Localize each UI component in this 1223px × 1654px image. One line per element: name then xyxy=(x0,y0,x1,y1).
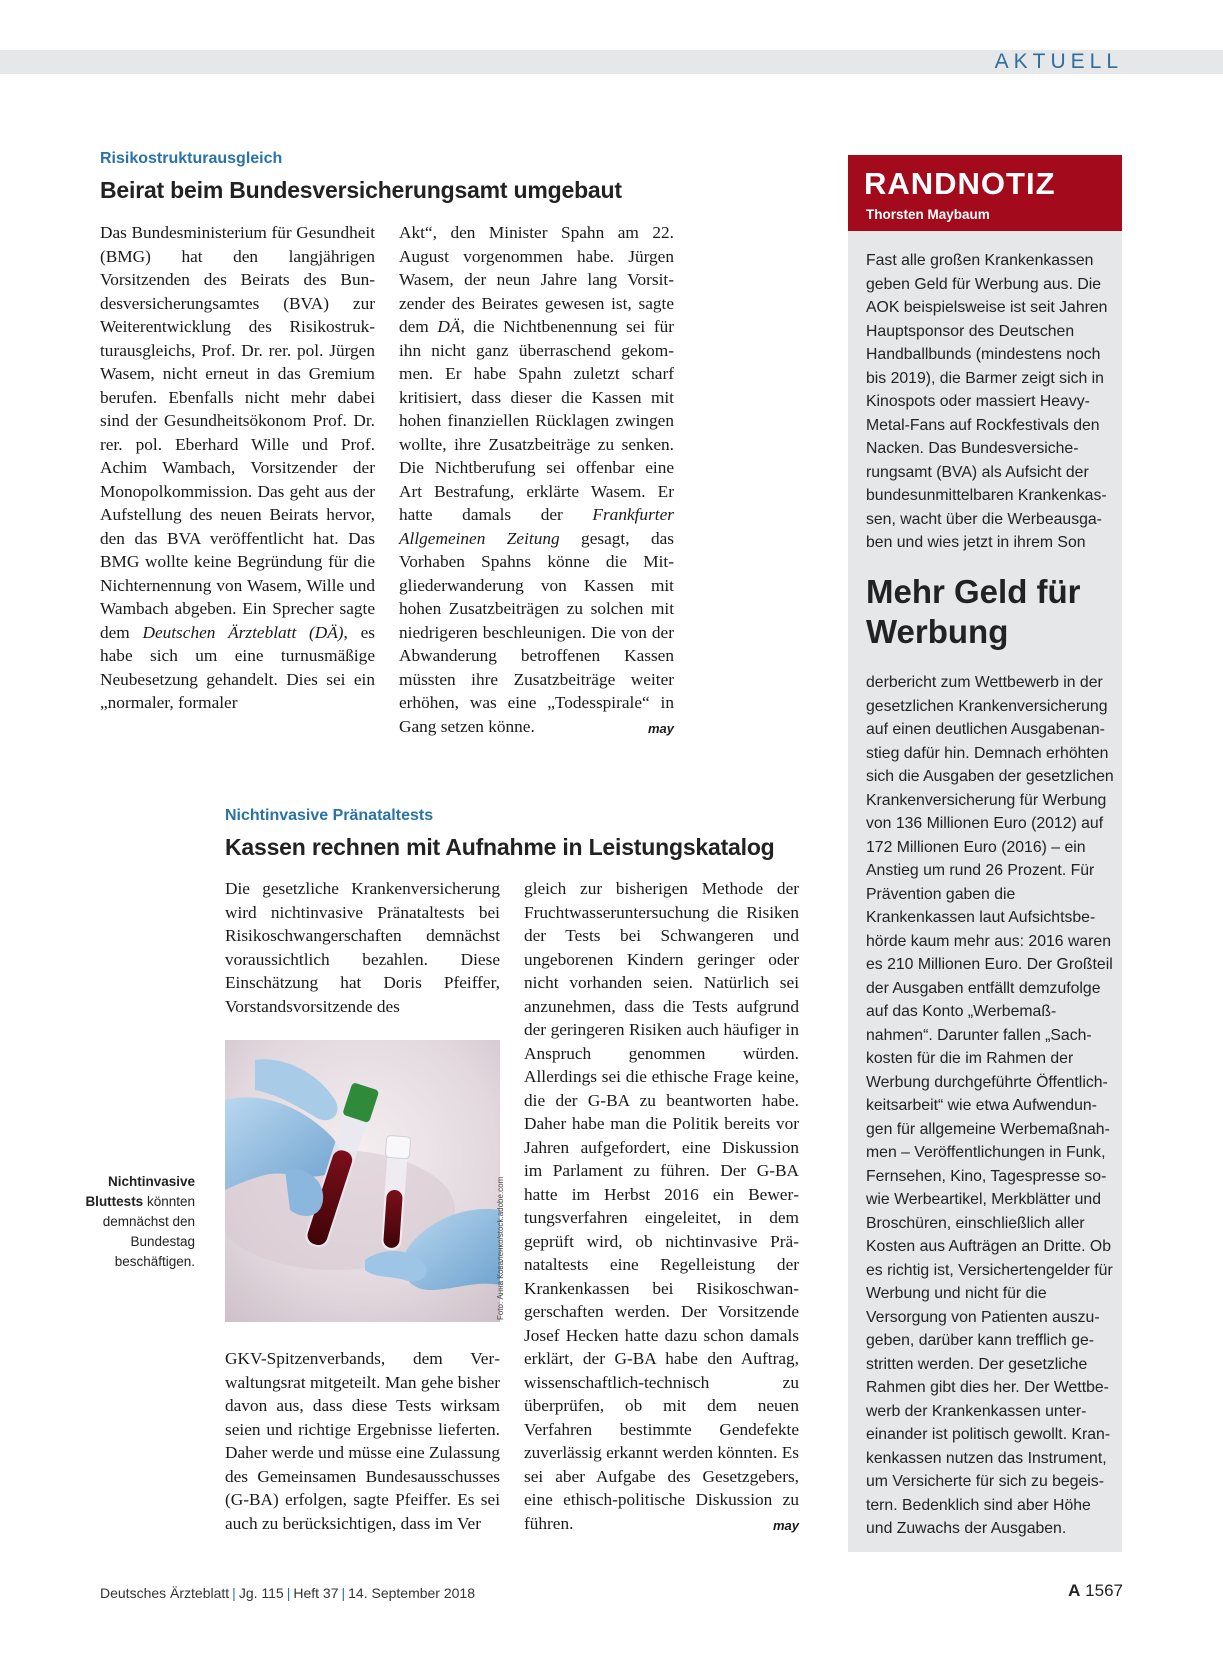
randnotiz-text-top: Fast alle großen Krankenkassen geben Geld für Werbung aus. Die AOK beispielsweise ist seit Jahren Hauptsponsor des Deutschen Handballbunds (mindestens noch bis 2019), die Barmer zeigt sich in Kinospots oder massiert Heavy-Metal-Fans auf Rockfestivals den Nacken. Das Bundesversicherungsamt (BVA) als Aufsicht der bundesunmittelbaren Krankenkassen, wacht über die Werbeausgaben und wies jetzt in ihrem Son xyxy=(866,252,1108,551)
photo-caption-bold: Nichtinvasive Bluttests xyxy=(85,1174,195,1209)
footer-separator: | xyxy=(341,1585,346,1601)
blood-test-photo-illustration xyxy=(225,1040,500,1322)
article1-kicker: Risikostrukturausgleich xyxy=(100,150,283,167)
randnotiz-label: RANDNOTIZ xyxy=(864,166,1056,201)
photo-credit: Foto: Анна Коваленко/stock.adobe.com xyxy=(496,1176,505,1320)
footer-date: 14. September 2018 xyxy=(348,1585,475,1601)
article1-signature: may xyxy=(647,720,674,736)
article2-column-2 xyxy=(524,877,799,1537)
page-number xyxy=(1068,1581,1123,1601)
article1-col1-text-b: , es habe sich um eine turnusmäßige Neubesetzung gehandelt. Dies sei ein „normaler, formaler xyxy=(100,622,375,712)
page-prefix: A xyxy=(1068,1581,1081,1600)
page-number-value: 1567 xyxy=(1085,1581,1123,1600)
footer-volume: Jg. 115 xyxy=(238,1585,284,1601)
article1-headline: Beirat beim Bundesversicherungsamt umgebaut xyxy=(100,177,622,203)
article1-col2-emphasis-1: DÄ xyxy=(437,317,461,336)
footer-journal: Deutsches Ärzteblatt xyxy=(100,1585,230,1601)
article2-col1-top-text: Die gesetzliche Krankenversicherung wird nichtinvasive Pränataltests bei Risikoschwangerschaften demnächst voraussichtlich bezahlen. Diese Einschätzung hat Doris Pfeiffer, Vorstandsvorsitzende des xyxy=(225,879,500,1016)
footer-separator: | xyxy=(286,1585,291,1601)
photo-caption xyxy=(80,1172,195,1272)
article2-column-1-bottom xyxy=(225,1347,500,1535)
randnotiz-headline: Mehr Geld für Werbung xyxy=(866,573,1081,650)
article1-col2-text-b: , die Nichtbenennung sei für ihn nicht ganz überraschend gekommen. Er habe Spahn zuletzt scharf kritisiert, dass dieser die Kassen mit hohen finanziellen Rücklagen zwingen wollte, ihre Zusatzbeiträge zu senken. Die Nichtberufung sei offenbar eine Art Bestrafung, erklärte Wasem. Er hatte damals der xyxy=(399,317,675,524)
article1-col1-emphasis: Deutschen Ärzteblatt (DÄ) xyxy=(142,622,344,642)
article1-col2-emphasis-2: Frankfurter Allgemeinen Zeitung xyxy=(399,505,674,548)
randnotiz-text-bottom: derbericht zum Wettbewerb in der gesetzlichen Krankenversicherung auf einen deutlichen Ausgabenanstieg dafür hin. Demnach erhöhten sich die Ausgaben der gesetzlichen Krankenversicherung für Werbung von 136 Millionen Euro (2012) auf 172 Millionen Euro (2016) – ein Anstieg um rund 26 Prozent. Für Prävention gaben die Krankenkassen laut Aufsichtsbehörde kaum mehr aus: 2016 waren es 210 Millionen Euro. Der Großteil der Ausgaben entfällt demzufolge auf das Konto „Werbemaßnahmen“. Darunter fallen „Sachkosten für die im Rahmen der Werbung durchgeführte Öffentlichkeitsarbeit“ wie etwa Aufwendungen für allgemeine Werbemaßnahmen – Veröffentlichungen in Funk, Fernsehen, Kino, Tagespresse sowie Werbeartikel, Merkblätter und Broschüren, einschließlich aller Kosten aus Aufträgen an Dritte. Ob es richtig ist, Versichertengelder für Werbung und nicht für die Versorgung von Patienten auszugeben, darüber kann trefflich gestritten werden. Der gesetzliche Rahmen gibt dies her. Der Wettbewerb der Krankenkassen untereinander ist politisch gewollt. Krankenkassen nutzen das Instrument, um Versicherte für sich zu begeistern. Bedenklich sind aber Höhe und Zuwachs der Ausgaben. xyxy=(866,674,1114,1537)
article2-column-1-top xyxy=(225,877,500,1018)
article2-kicker: Nichtinvasive Pränataltests xyxy=(225,807,434,824)
footer-issue: Heft 37 xyxy=(293,1585,339,1601)
article1-column-1 xyxy=(100,221,375,715)
article1-col2-text-c: gesagt, das Vorhaben Spahns könne die Mitgliederwanderung von Kassen mit hohen Zusatzbeiträgen zu solchen mit niedrigeren beschleunigen. Die von der Abwanderung betroffenen Kassen müssten ihre Zusatzbeiträge weiter erhöhen, was eine „Todesspirale“ in Gang setzen könne. xyxy=(399,528,674,736)
footer xyxy=(100,1585,475,1601)
article2-col2-text: gleich zur bisherigen Methode der Fruchtwasseruntersuchung die Risiken der Tests bei Schwangeren und ungeborenen Kindern geringer oder nicht vorhanden seien. Natürlich sei anzunehmen, dass die Tests aufgrund der geringeren Risiken auch häufiger in Anspruch genommen würden. Allerdings sei die ethische Frage keine, die der G-BA zu beantworten habe. Daher habe man die Politik bereits vor Jahren aufgefordert, eine Diskussion im Parlament zu führen. Der G-BA hatte im Herbst 2016 ein Bewertungsverfahren eingeleitet, in dem geprüft wird, ob nichtinvasive Pränataltests eine Regelleistung der Krankenkassen bei Risikoschwangerschaften werden. Der Vorsitzende Josef Hecken hatte dazu schon damals erklärt, der G-BA habe den Auftrag, wissenschaftlich-technisch zu überprüfen, ob mit dem neuen Verfahren bestimmte Gendefekte zuverlässig erkannt werden könnten. Es sei aber Aufgabe des Gesetzgebers, eine ethisch-politische Diskussion zu führen. xyxy=(524,879,799,1533)
article1-col2-text-a: Akt“, den Minister Spahn am 22. August vorgenommen habe. Jürgen Wasem, der neun Jahre lang Vorsitzender des Beirates gewesen ist, sagte dem xyxy=(399,223,674,336)
article2-col1-bottom-text: GKV-Spitzenverbands, dem Verwaltungsrat mitgeteilt. Man gehe bisher davon aus, dass diese Tests wirksam seien und richtige Ergebnisse lieferten. Daher werde und müsse eine Zulassung des Gemeinsamen Bundesausschusses (G-BA) erfolgen, sagte Pfeiffer. Es sei auch zu berücksichtigen, dass im Ver xyxy=(225,1349,500,1533)
photo-caption-text: könnten demnächst den Bundestag beschäftigen. xyxy=(102,1194,195,1269)
article2-signature: may xyxy=(772,1517,799,1533)
footer-separator: | xyxy=(232,1585,236,1601)
blood-test-photo xyxy=(225,1040,500,1322)
article1-col1-text-a: Das Bundesministerium für Gesundheit (BMG) hat den langjährigen Vorsitzenden des Beirats des Bundesversicherungsamtes (BVA) zur Weiterentwicklung des Risikostrukturausgleichs, Prof. Dr. rer. pol. Jürgen Wasem, nicht erneut in das Gremium berufen. Ebenfalls nicht mehr dabei sind der Gesundheitsökonom Prof. Dr. rer. pol. Eberhard Wille und Prof. Achim Wambach, Vorsitzender der Monopolkommission. Das geht aus der Aufstellung des neuen Beirats hervor, den das BVA veröffentlicht hat. Das BMG wollte keine Begründung für die Nichternennung von Wasem, Wille und Wambach abgeben. Ein Sprecher sagte dem xyxy=(100,223,375,642)
randnotiz-author: Thorsten Maybaum xyxy=(866,207,990,222)
article2-headline: Kassen rechnen mit Aufnahme in Leistungskatalog xyxy=(225,834,775,860)
article1-column-2 xyxy=(399,221,674,740)
section-label: AKTUELL xyxy=(994,50,1123,73)
